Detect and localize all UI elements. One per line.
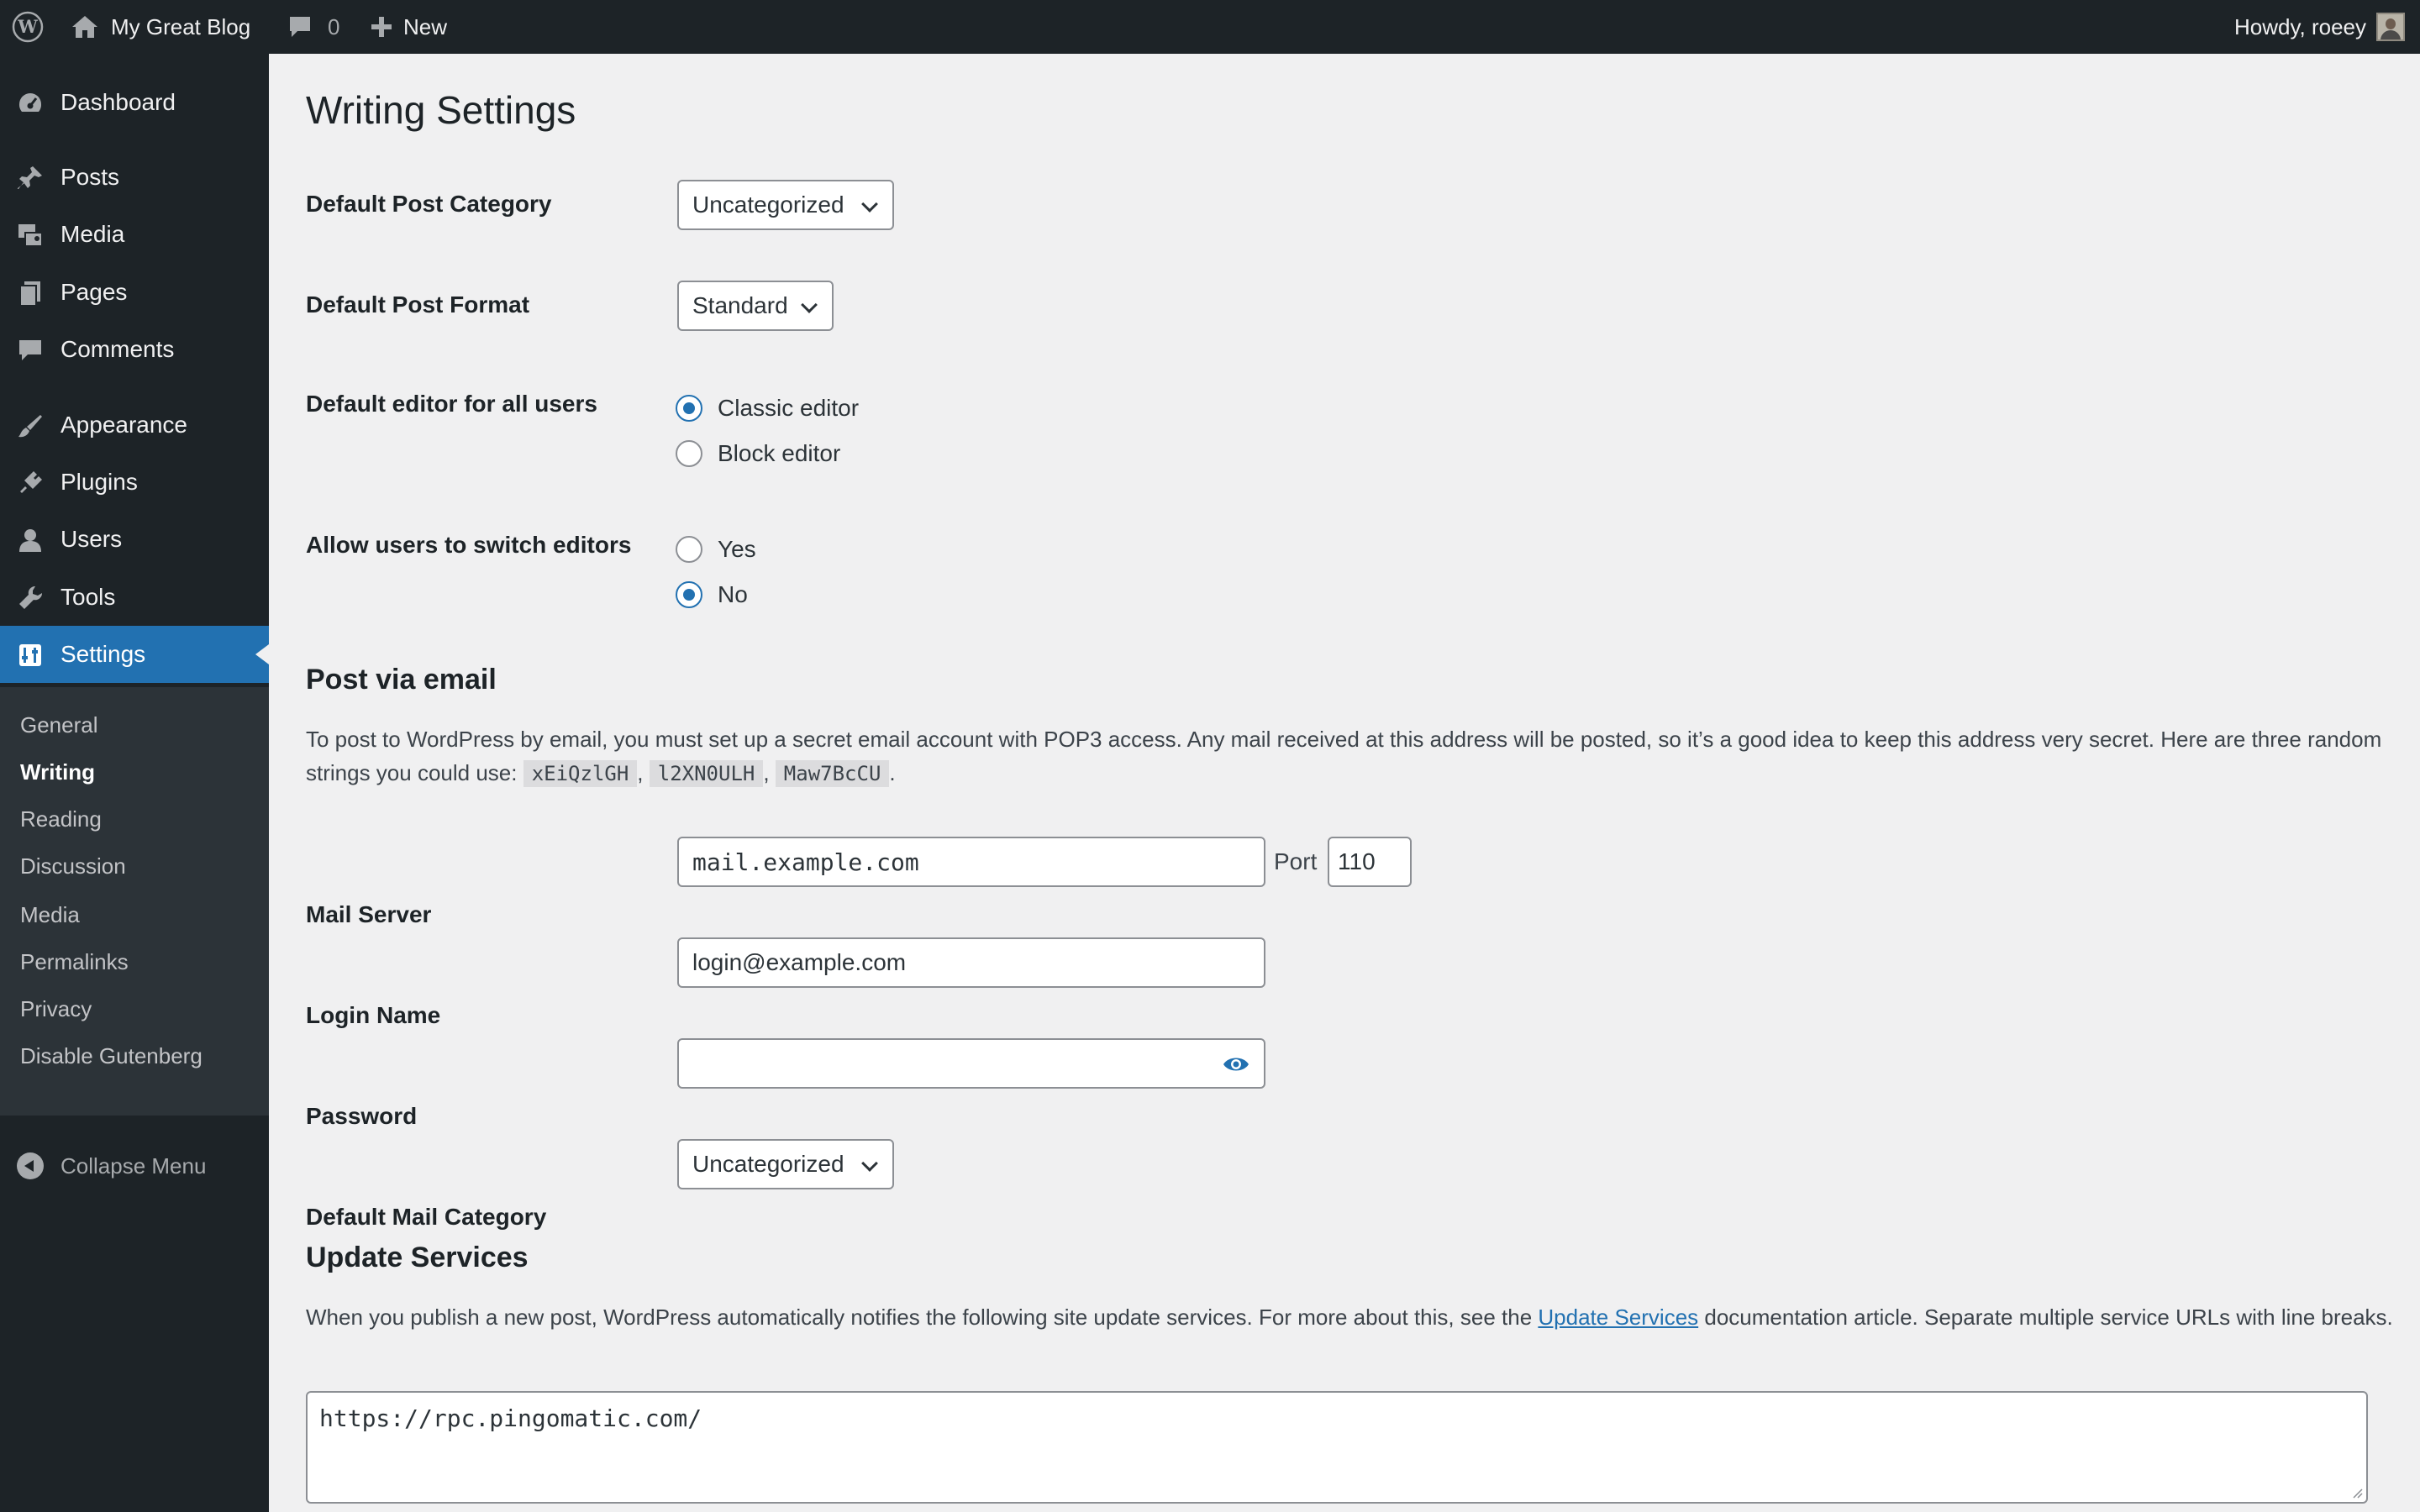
sidebar-item-label: Media <box>60 221 125 247</box>
textarea-value: https://rpc.pingomatic.com/ <box>319 1404 702 1432</box>
default-post-format-label: Default Post Format <box>306 291 530 318</box>
update-services-textarea[interactable] <box>306 1391 2368 1504</box>
description-text: To post to WordPress by email, you must set up a secret email account with POP3 access. Any mail received at this address will be posted, so it’s a good idea to keep this address very secret. Here are three random strings you could use: <box>306 727 2382 785</box>
allow-switch-yes-radio[interactable] <box>676 536 756 563</box>
chevron-down-icon <box>861 1155 878 1172</box>
radio-label: No <box>718 581 748 607</box>
default-mail-category-select[interactable] <box>677 1139 894 1189</box>
radio-checked[interactable] <box>676 395 702 422</box>
classic-editor-radio[interactable] <box>676 395 859 422</box>
plus-icon <box>370 15 393 39</box>
sidebar-item-label: Pages <box>60 279 128 305</box>
site-name: My Great Blog <box>111 13 251 39</box>
random-string-code: Maw7BcCU <box>776 760 890 787</box>
pages-icon <box>17 280 44 307</box>
svg-text:W: W <box>18 16 38 37</box>
sidebar-item-label: Users <box>60 526 123 552</box>
select-value: Uncategorized <box>692 1151 844 1177</box>
sidebar-item-media[interactable] <box>0 206 269 263</box>
post-via-email-heading: Post via email <box>306 664 497 696</box>
default-mail-category-label: Default Mail Category <box>306 1204 547 1230</box>
default-post-category-label: Default Post Category <box>306 191 552 217</box>
admin-sidebar <box>0 54 269 1512</box>
sidebar-item-dashboard[interactable] <box>0 74 269 131</box>
wordpress-logo-icon[interactable] <box>12 0 44 54</box>
new-content-link[interactable] <box>370 0 447 54</box>
sidebar-item-posts[interactable] <box>0 149 269 206</box>
update-services-link[interactable]: Update Services <box>1538 1305 1699 1330</box>
update-services-heading: Update Services <box>306 1242 529 1273</box>
sidebar-item-label: Plugins <box>60 469 138 495</box>
comment-icon <box>17 337 44 364</box>
submenu-disable-gutenberg[interactable]: Disable Gutenberg <box>20 1043 203 1068</box>
default-post-category-select[interactable] <box>677 180 894 230</box>
radio-checked[interactable] <box>676 581 702 608</box>
show-password-eye-icon[interactable] <box>1222 1052 1250 1077</box>
sidebar-item-comments[interactable] <box>0 321 269 378</box>
submenu-privacy[interactable]: Privacy <box>20 996 92 1021</box>
page-title: Writing Settings <box>306 88 576 132</box>
allow-switch-no-radio[interactable] <box>676 581 748 608</box>
radio-unchecked[interactable] <box>676 536 702 563</box>
mail-server-label: Mail Server <box>306 901 432 927</box>
plug-icon <box>17 470 44 496</box>
sidebar-item-plugins[interactable] <box>0 454 269 511</box>
default-editor-label: Default editor for all users <box>306 391 597 417</box>
avatar <box>2376 13 2405 41</box>
sidebar-item-pages[interactable] <box>0 264 269 321</box>
collapse-menu-label: Collapse Menu <box>60 1152 207 1179</box>
select-value: Uncategorized <box>692 192 844 218</box>
site-name-link[interactable] <box>71 0 250 54</box>
comments-link[interactable] <box>287 0 339 54</box>
media-icon <box>17 222 44 249</box>
port-input[interactable] <box>1328 837 1412 887</box>
sidebar-item-tools[interactable] <box>0 569 269 626</box>
sidebar-item-settings[interactable] <box>0 626 269 683</box>
input-value: login@example.com <box>692 949 907 975</box>
input-value: mail.example.com <box>692 848 919 876</box>
pin-icon <box>17 165 44 192</box>
settings-submenu <box>0 687 269 1116</box>
sidebar-item-label: Comments <box>60 336 175 362</box>
home-icon <box>71 14 99 39</box>
radio-label: Block editor <box>718 440 841 466</box>
sidebar-item-label: Dashboard <box>60 89 176 115</box>
random-string-code: xEiQzlGH <box>523 760 638 787</box>
main-content <box>269 54 2420 1512</box>
submenu-permalinks[interactable]: Permalinks <box>20 949 129 974</box>
sidebar-item-label: Tools <box>60 584 116 610</box>
howdy-text: Howdy, roeey <box>2233 13 2366 39</box>
new-label: New <box>403 13 448 39</box>
random-string-code: l2XN0ULH <box>650 760 764 787</box>
sidebar-item-label: Settings <box>60 641 146 667</box>
radio-unchecked[interactable] <box>676 440 702 467</box>
login-name-input[interactable] <box>677 937 1265 988</box>
update-services-description <box>306 1300 2407 1334</box>
select-value: Standard <box>692 292 788 318</box>
sidebar-item-appearance[interactable] <box>0 396 269 454</box>
allow-switch-editors-label: Allow users to switch editors <box>306 532 632 558</box>
dashboard-icon <box>17 90 44 117</box>
resize-handle-icon[interactable] <box>2351 1487 2363 1499</box>
wrench-icon <box>17 585 44 612</box>
description-text: documentation article. Separate multiple service URLs with line breaks. <box>1704 1305 2393 1330</box>
description-text: When you publish a new post, WordPress automatically notifies the following site update services. For more about this, see the <box>306 1305 1533 1330</box>
radio-label: Yes <box>718 536 756 562</box>
password-label: Password <box>306 1103 418 1129</box>
port-label: Port <box>1274 848 1318 874</box>
user-icon <box>17 527 44 554</box>
default-post-format-select[interactable] <box>677 281 834 331</box>
collapse-arrow-icon <box>17 1152 44 1179</box>
comments-count: 0 <box>328 13 340 39</box>
current-menu-arrow <box>255 644 269 664</box>
settings-icon <box>17 642 44 669</box>
input-value: 110 <box>1338 848 1376 874</box>
submenu-media[interactable]: Media <box>20 902 80 927</box>
password-input[interactable] <box>677 1038 1265 1089</box>
collapse-menu-button[interactable] <box>0 1139 269 1193</box>
submenu-reading[interactable]: Reading <box>20 806 102 832</box>
mail-server-input[interactable] <box>677 837 1265 887</box>
chevron-down-icon <box>861 196 878 213</box>
sidebar-item-users[interactable] <box>0 511 269 568</box>
block-editor-radio[interactable] <box>676 440 840 467</box>
admin-bar <box>0 0 2420 54</box>
submenu-writing[interactable]: Writing <box>20 759 96 785</box>
sidebar-item-label: Appearance <box>60 412 188 438</box>
submenu-discussion[interactable]: Discussion <box>20 853 126 879</box>
chevron-down-icon <box>801 297 818 313</box>
my-account-link[interactable] <box>2234 0 2405 54</box>
submenu-general[interactable]: General <box>20 712 98 738</box>
login-name-label: Login Name <box>306 1002 441 1028</box>
post-via-email-description: To post to WordPress by email, you must set up a secret email account with POP3 access. Any mail received at this address will be posted, so it’s a good idea to keep this address very secret. Here are three random strings you could use: xEiQzlGH , l2XN0ULH , Maw7BcCU . <box>306 727 2382 785</box>
brush-icon <box>17 412 44 439</box>
radio-label: Classic editor <box>718 395 860 421</box>
comment-icon <box>287 14 313 39</box>
sidebar-item-label: Posts <box>60 164 120 190</box>
